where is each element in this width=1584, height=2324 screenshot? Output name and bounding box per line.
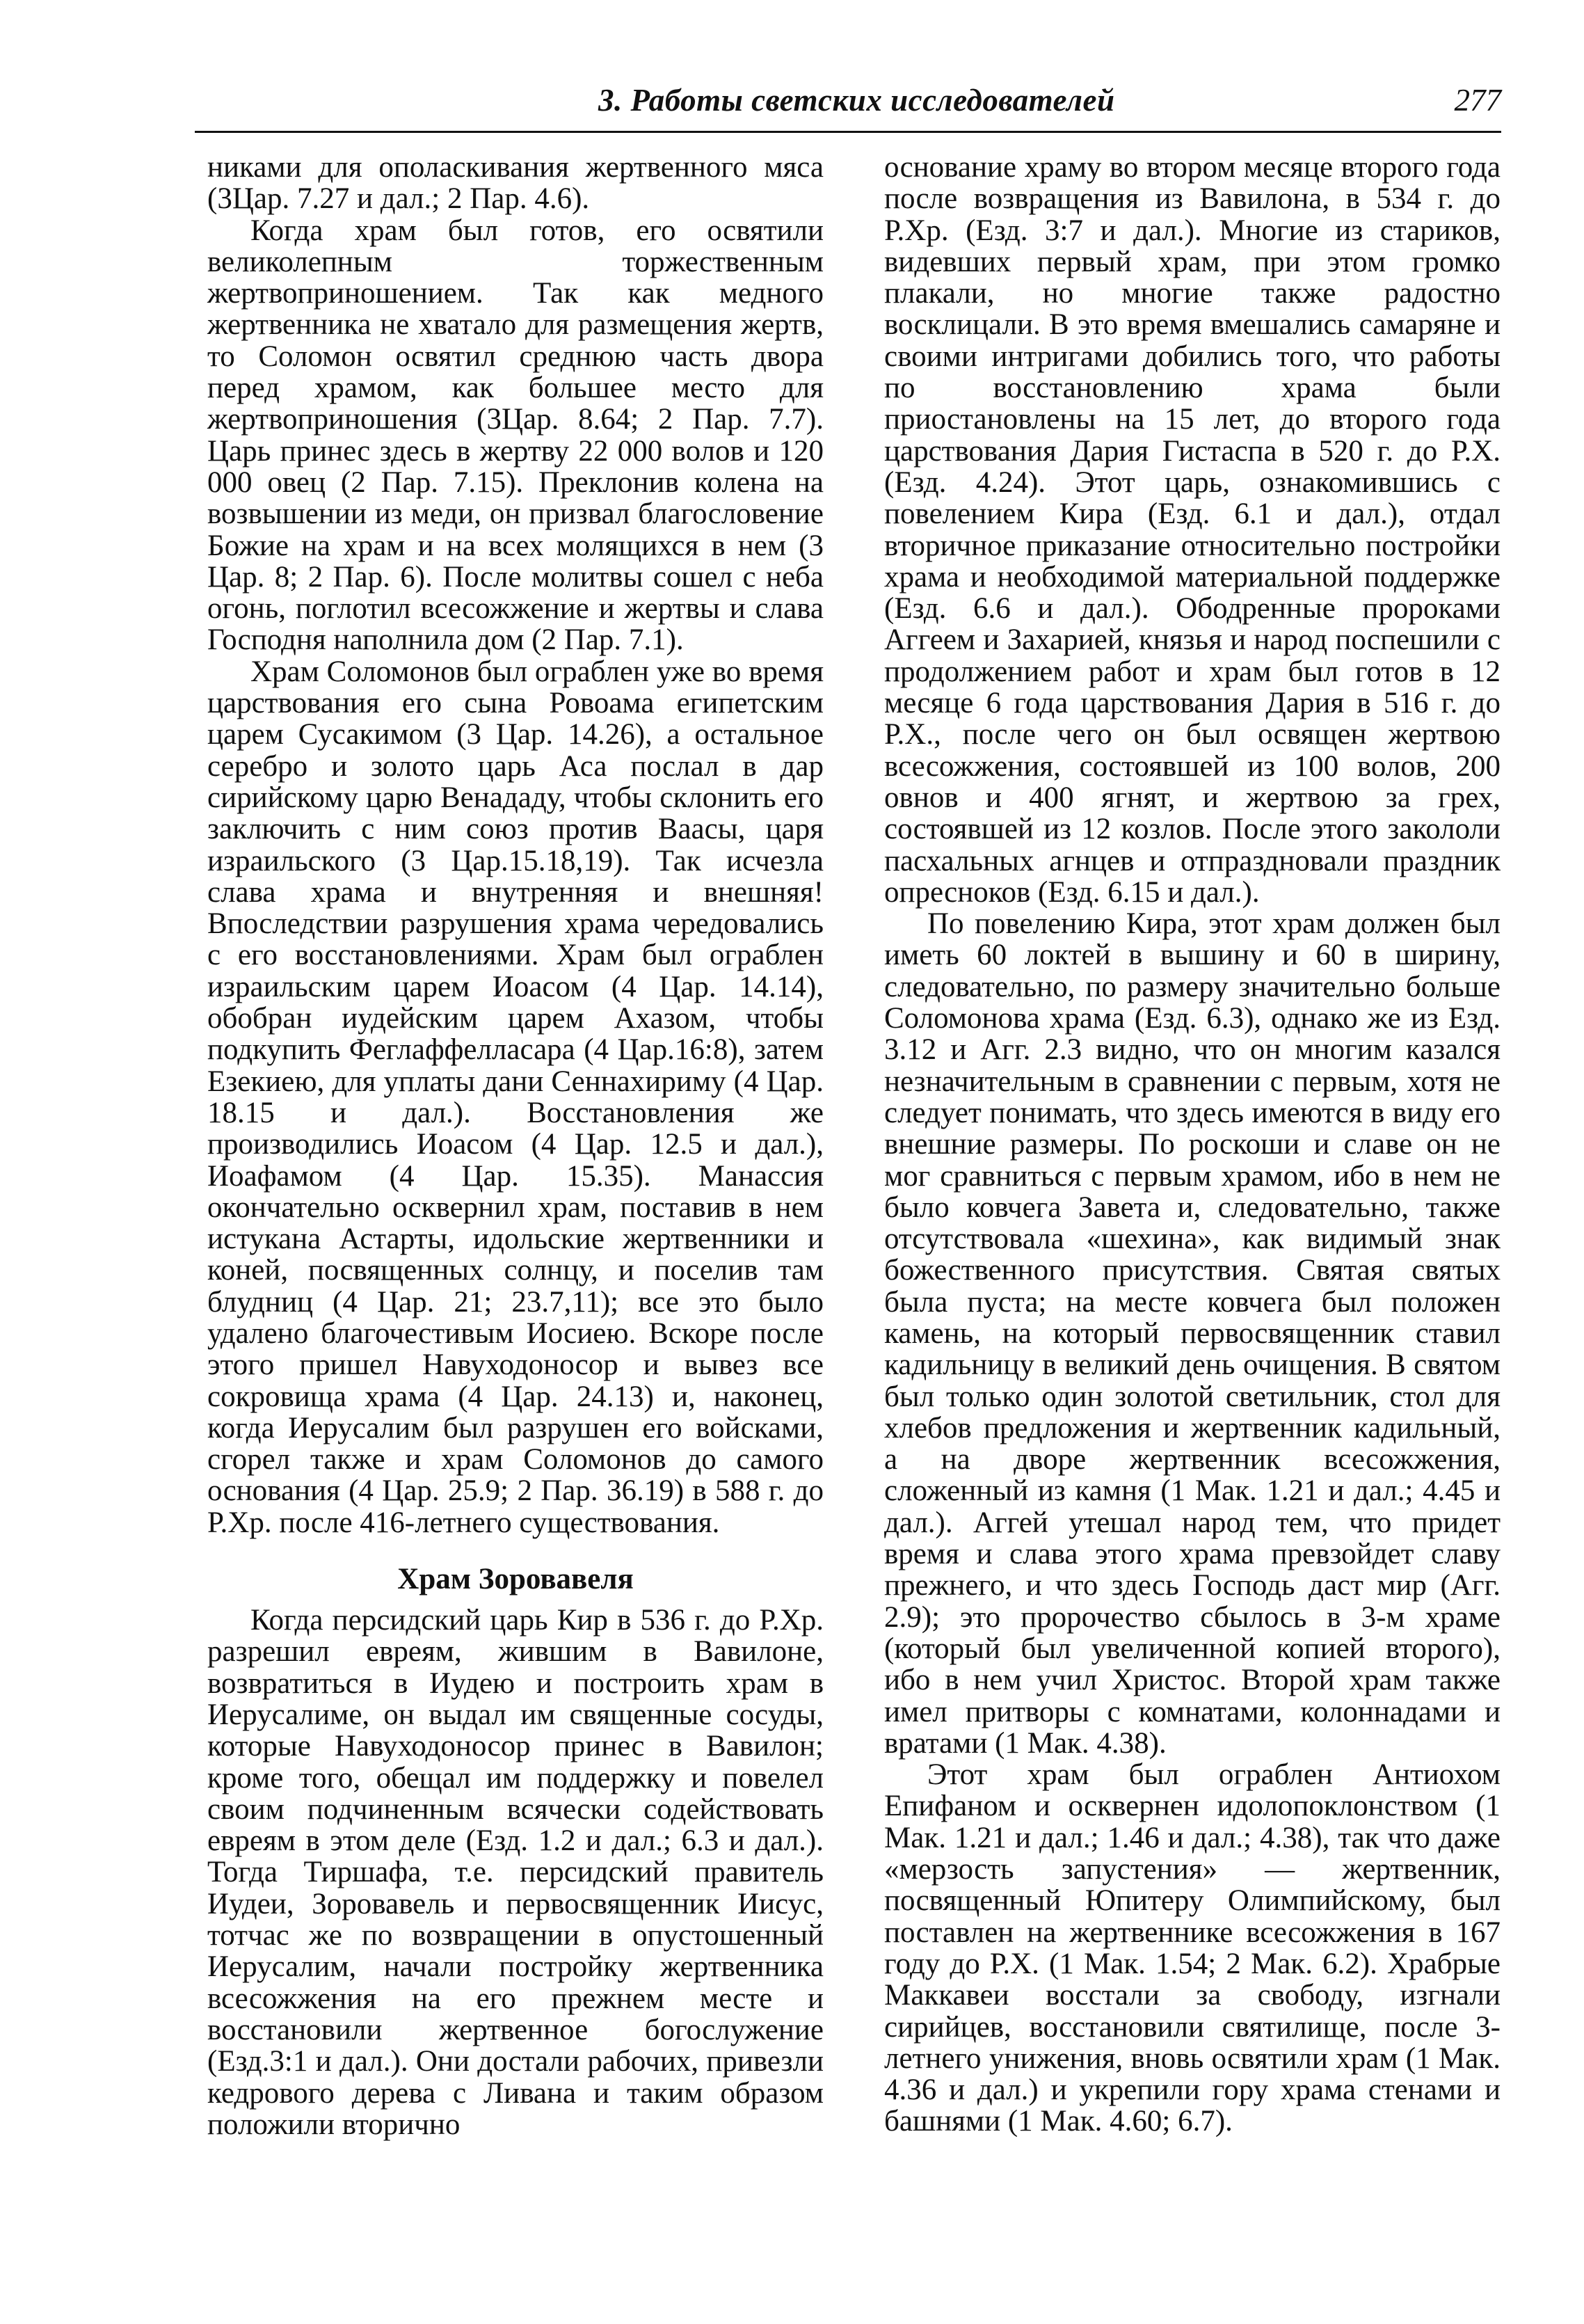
- paragraph: По повелению Кира, этот храм должен был иметь 60 локтей в вышину и 60 в ширину, следовательно, по размеру значительно больше Соломонова храма (Езд. 6.3), однако же из Езд. 3.12 и Агг. 2.3 видно, что он многим казался незначительным в сравнении с первым, хотя не следует понимать, что здесь имеются в виду его внешние размеры. По роскоши и славе он не мог сравниться с первым храмом, ибо в нем не было ковчега Завета и, следовательно, также отсутствовала «шехина», как видимый знак божественного присутствия. Святая святых была пуста; на месте ковчега был положен камень, на который первосвященник ставил кадильницу в великий день очищения. В святом был только один золотой светильник, стол для хлебов предложения и жертвенник кадильный, а на дворе жертвенник всесожжения, сложенный из камня (1 Мак. 1.21 и дал.; 4.45 и дал.). Аггей утешал народ тем, что придет время и слава этого храма превзойдет славу прежнего, и что здесь Господь даст мир (Агг. 2.9); это пророчество сбылось в 3-м храме (который был увеличенной копией второго), ибо в нем учил Христос. Второй храм также имел притворы с комнатами, колоннадами и вратами (1 Мак. 4.38).: [884, 907, 1501, 1760]
- left-column: [207, 152, 824, 2140]
- paragraph: основание храму во втором месяце второго года после возвращения из Вавилона, в 534 г. до Р.Хр. (Езд. 3:7 и дал.). Многие из стариков, видевших первый храм, при этом громко плакали, но многие также радостно восклицали. В это время вмешались самаряне и своими интригами добились того, что работы по восстановлению храма были приостановлены на 15 лет, до второго года царствования Дария Гистаспа в 520 г. до Р.Х. (Езд. 4.24). Этот царь, ознакомившись с повелением Кира (Езд. 6.1 и дал.), отдал вторичное приказание относительно постройки храма и необходимой материальной поддержке (Езд. 6.6 и дал.). Ободренные пророками Аггеем и Захарией, князья и народ поспешили с продолжением работ и храм был готов в 12 месяце 6 года царствования Дария в 516 г. до Р.Х., после чего он был освящен жертвою всесожжения, состоявшей из 100 волов, 200 овнов и 400 ягнят, и жертвою за грех, состоявшей из 12 козлов. После этого закололи пасхальных агнцев и отпраздновали праздник опресноков (Езд. 6.15 и дал.).: [884, 151, 1501, 909]
- chapter-title: 3. Работы светских исследователей: [598, 83, 1115, 118]
- page-number: 277: [1454, 83, 1501, 118]
- paragraph: никами для ополаскивания жертвенного мяса (3Цар. 7.27 и дал.; 2 Пар. 4.6).: [207, 151, 824, 216]
- paragraph: Когда персидский царь Кир в 536 г. до Р.Хр. разрешил евреям, жившим в Вавилоне, возвратиться в Иудею и построить храм в Иерусалиме, он выдал им священные сосуды, которые Навуходоносор принес в Вавилон; кроме того, обещал им поддержку и повелел своим подчиненным всячески содействовать евреям в этом деле (Езд. 1.2 и дал.; 6.3 и дал.). Тогда Тиршафа, т.е. персидский правитель Иудеи, Зоровавель и первосвященник Иисус, тотчас же по возвращении в опустошенный Иерусалим, начали постройку жертвенника всесожжения на его прежнем месте и восстановили жертвенное богослужение (Езд.3:1 и дал.). Они достали рабочих, привезли кедрового дерева с Ливана и таким образом положили вторично: [207, 1604, 824, 2141]
- right-column: [884, 152, 1501, 2138]
- paragraph: Когда храм был готов, его освятили великолепным торжественным жертвоприношением. Так как медного жертвенника не хватало для размещения жертв, то Соломон освятил среднюю часть двора перед храмом, как большее место для жертвоприношения (3Цар. 8.64; 2 Пар. 7.7). Царь принес здесь в жертву 22 000 волов и 120 000 овец (2 Пар. 7.15). Преклонив колена на возвышении из меди, он призвал благословение Божие на храм и на всех молящихся в нем (3 Цар. 8; 2 Пар. 6). После молитвы сошел с неба огонь, поглотил всесожжение и жертвы и слава Господня наполнила дом (2 Пар. 7.1).: [207, 214, 824, 657]
- running-header: [195, 82, 1501, 133]
- section-heading: Храм Зоровавеля: [397, 1563, 634, 1596]
- paragraph: Храм Соломонов был ограблен уже во время царствования его сына Ровоама египетским царем Сусакимом (3 Цар. 14.26), а остальное серебро и золото царь Аса послал в дар сирийскому царю Венададу, чтобы склонить его заключить с ним союз против Ваасы, царя израильского (3 Цар.15.18,19). Так исчезла слава храма и внутренняя и внешняя! Впоследствии разрушения храма чередовались с его восстановлениями. Храм был ограблен израильским царем Иоасом (4 Цар. 14.14), обобран иудейским царем Ахазом, чтобы подкупить Феглаффелласара (4 Цар.16:8), затем Езекиею, для уплаты дани Сеннахириму (4 Цар. 18.15 и дал.). Восстановления же производились Иоасом (4 Цар. 12.5 и дал.), Иоафамом (4 Цар. 15.35). Манассия окончательно осквернил храм, поставив в нем истукана Астарты, идольские жертвенники и коней, посвященных солнцу, и поселив там блудниц (4 Цар. 21; 23.7,11); все это было удалено благочестивым Иосиею. Вскоре после этого пришел Навуходоносор и вывез все сокровища храма (4 Цар. 24.13) и, наконец, когда Иерусалим был разрушен его войсками, сгорел также и храм Соломонов до самого основания (4 Цар. 25.9; 2 Пар. 36.19) в 588 г. до Р.Хр. после 416-летнего существования.: [207, 655, 824, 1539]
- paragraph: Этот храм был ограблен Антиохом Епифаном и осквернен идолопоклонством (1 Мак. 1.21 и дал.; 1.46 и дал.; 4.38), так что даже «мерзость запустения» — жертвенник, посвященный Юпитеру Олимпийскому, был поставлен на жертвеннике всесожжения в 167 году до Р.Х. (1 Мак. 1.54; 2 Мак. 6.2). Храбрые Маккавеи восстали за свободу, изгнали сирийцев, восстановили святилище, после 3-летнего унижения, вновь освятили храм (1 Мак. 4.36 и дал.) и укрепили гору храма стенами и башнями (1 Мак. 4.60; 6.7).: [884, 1758, 1501, 2138]
